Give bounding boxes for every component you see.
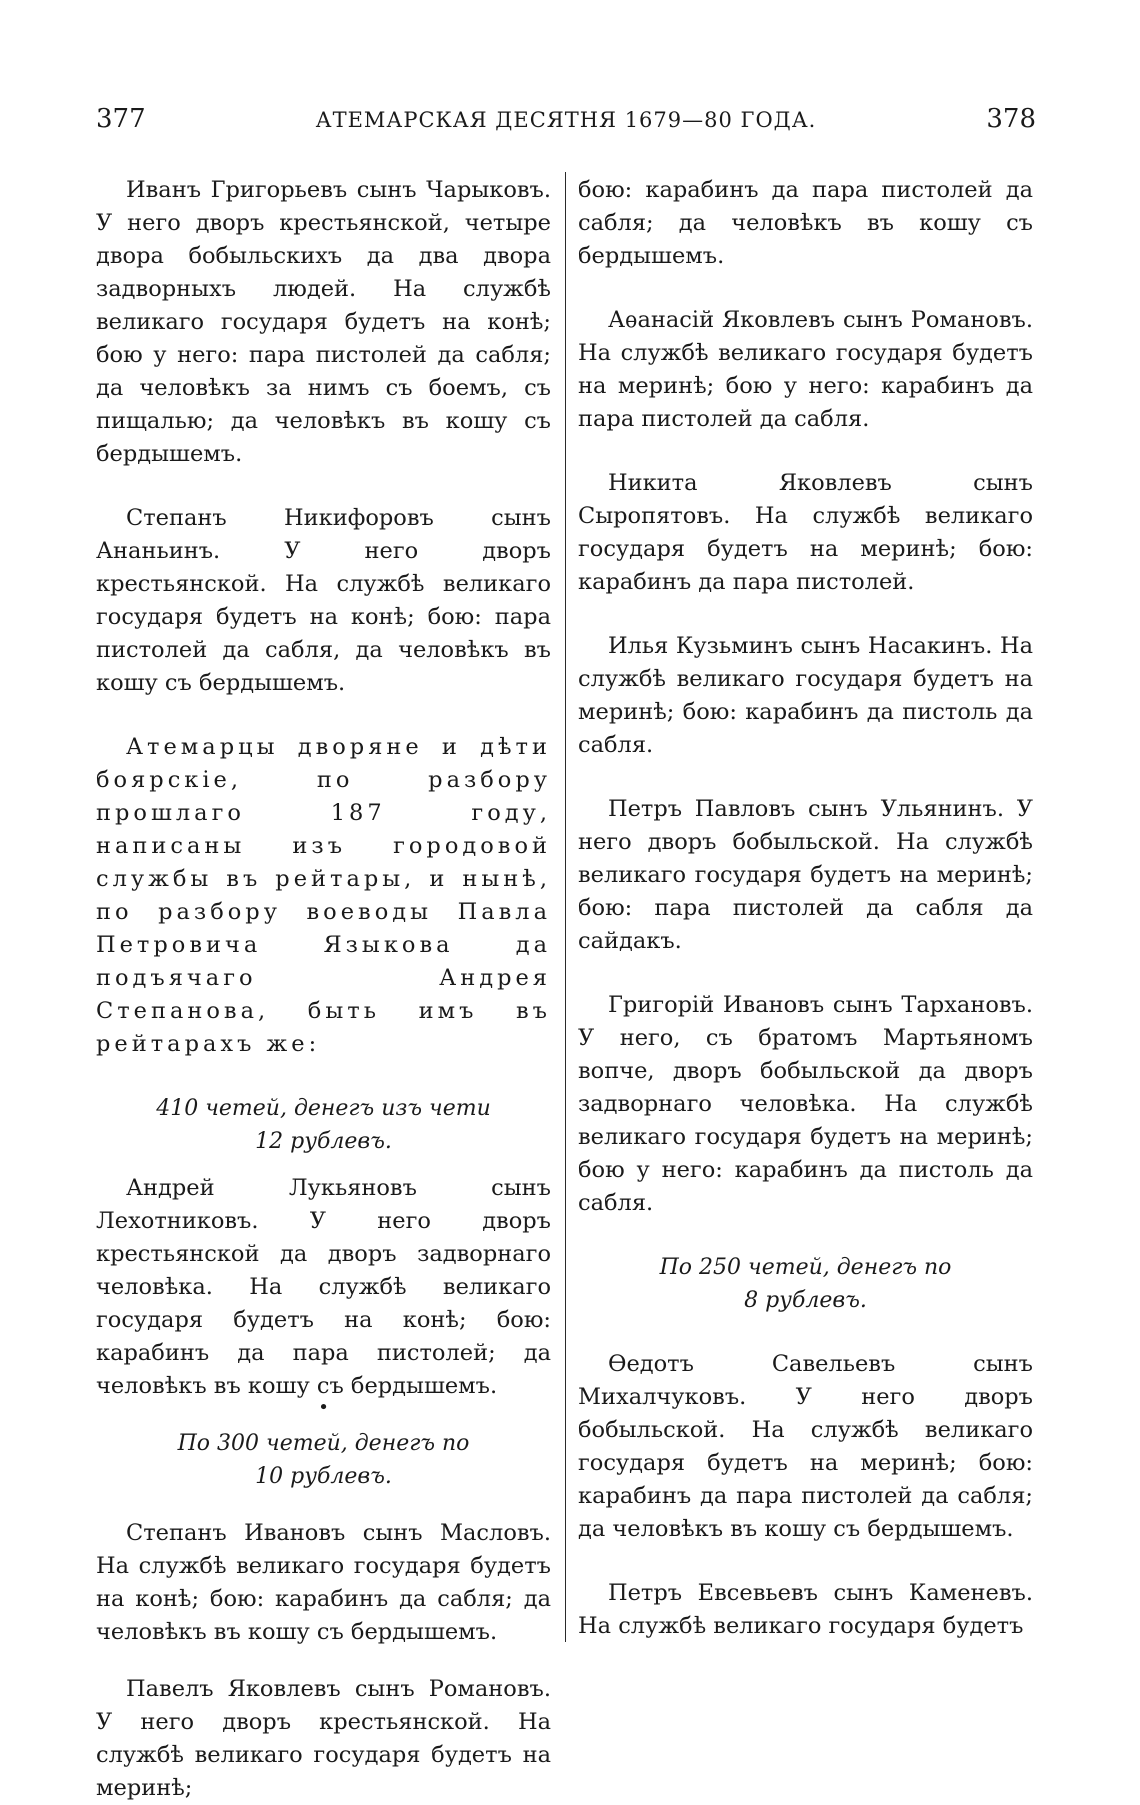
entry-kamenev: Петръ Евсевьевъ сынъ Каменевъ. На службѣ великаго государя будетъ — [578, 1580, 1033, 1639]
section-heading-250-line1: По 250 четей, денегъ по — [659, 1255, 952, 1280]
entry-nasakin: Илья Кузьминъ сынъ Насакинъ. На службѣ великаго государя будетъ на меринѣ; бою: карабинъ да пистоль да сабля. — [578, 633, 1033, 758]
entry-tarkhanov: Григорій Ивановъ сынъ Тархановъ. У него, съ братомъ Мартьяномъ вопче, дворъ бобыльской да дворъ задворнаго человѣка. На службѣ великаго государя будетъ на меринѣ; бою у него: карабинъ да пистоль да сабля. — [578, 992, 1033, 1216]
page-number-left: 377 — [96, 104, 146, 134]
running-title: АТЕМАРСКАЯ ДЕСЯТНЯ 1679—80 ГОДА. — [315, 108, 817, 132]
entry-syropyatov: Никита Яковлевъ сынъ Сыропятовъ. На службѣ великаго государя будетъ на меринѣ; бою: карабинъ да пара пистолей. — [578, 470, 1033, 595]
dot-mark: • — [318, 1397, 329, 1418]
entry-continuation: бою: карабинъ да пара пистолей да сабля; да человѣкъ въ кошу съ бердышемъ. — [578, 177, 1033, 269]
page-number-right: 378 — [986, 104, 1036, 134]
section-heading-410-line1: 410 четей, денегъ изъ чети — [156, 1096, 491, 1121]
entry-lekhotnikov: Андрей Лукьяновъ сынъ Лехотниковъ. У него дворъ крестьянской да дворъ задворнаго человѣка. На службѣ великаго государя будетъ на конѣ; бою: карабинъ да пара пистолей; да человѣкъ въ кошу съ бердышемъ. — [96, 1175, 551, 1399]
column-divider — [565, 172, 566, 1642]
entry-maslov: Степанъ Ивановъ сынъ Масловъ. На службѣ великаго государя будетъ на конѣ; бою: карабинъ да сабля; да человѣкъ въ кошу съ бердышемъ. — [96, 1520, 551, 1645]
entry-ulyanin: Петръ Павловъ сынъ Ульянинъ. У него дворъ бобыльской. На службѣ великаго государя будетъ на меринѣ; бою: пара пистолей да сабля да сайдакъ. — [578, 796, 1033, 954]
page-header — [96, 104, 1036, 144]
entry-charykov: Иванъ Григорьевъ сынъ Чарыковъ. У него дворъ крестьянской, четыре двора бобыльскихъ да два двора задворныхъ людей. На службѣ великаго государя будетъ на конѣ; бою у него: пара пистолей да сабля; да человѣкъ за нимъ съ боемъ, съ пищалью; да человѣкъ въ кошу съ бердышемъ. — [96, 177, 551, 467]
section-heading-300-line2: 10 рублевъ. — [255, 1464, 392, 1489]
section-heading-250-line2: 8 рублевъ. — [744, 1288, 867, 1313]
entry-ananin: Степанъ Никифоровъ сынъ Ананьинъ. У него дворъ крестьянской. На службѣ великаго государя будетъ на конѣ; бою: пара пистолей да сабля, да человѣкъ въ кошу съ бердышемъ. — [96, 505, 551, 696]
left-column — [96, 174, 551, 1805]
right-column — [578, 174, 1033, 1643]
entry-mikhalchukov: Ѳедотъ Савельевъ сынъ Михалчуковъ. У него дворъ бобыльской. На службѣ великаго государя будетъ на меринѣ; бою: карабинъ да пара пистолей да сабля; да человѣкъ въ кошу съ бердышемъ. — [578, 1351, 1033, 1542]
section-heading-410-line2: 12 рублевъ. — [255, 1129, 392, 1154]
entry-pavel-romanov: Павелъ Яковлевъ сынъ Романовъ. У него дворъ крестьянской. На службѣ великаго государя будетъ на меринѣ; — [96, 1676, 551, 1801]
intro-paragraph: Атемарцы дворяне и дѣти боярскіе, по разбору прошлаго 187 году, написаны изъ городовой службы въ рейтары, и нынѣ, по разбору воеводы Павла Петровича Языкова да подъячаго Андрея Степанова, быть имъ въ рейтарахъ же: — [96, 734, 551, 1057]
section-heading-300-line1: По 300 четей, денегъ по — [177, 1431, 470, 1456]
entry-afanasiy-romanov: Аѳанасій Яковлевъ сынъ Романовъ. На службѣ великаго государя будетъ на меринѣ; бою у него: карабинъ да пара пистолей да сабля. — [578, 307, 1033, 432]
